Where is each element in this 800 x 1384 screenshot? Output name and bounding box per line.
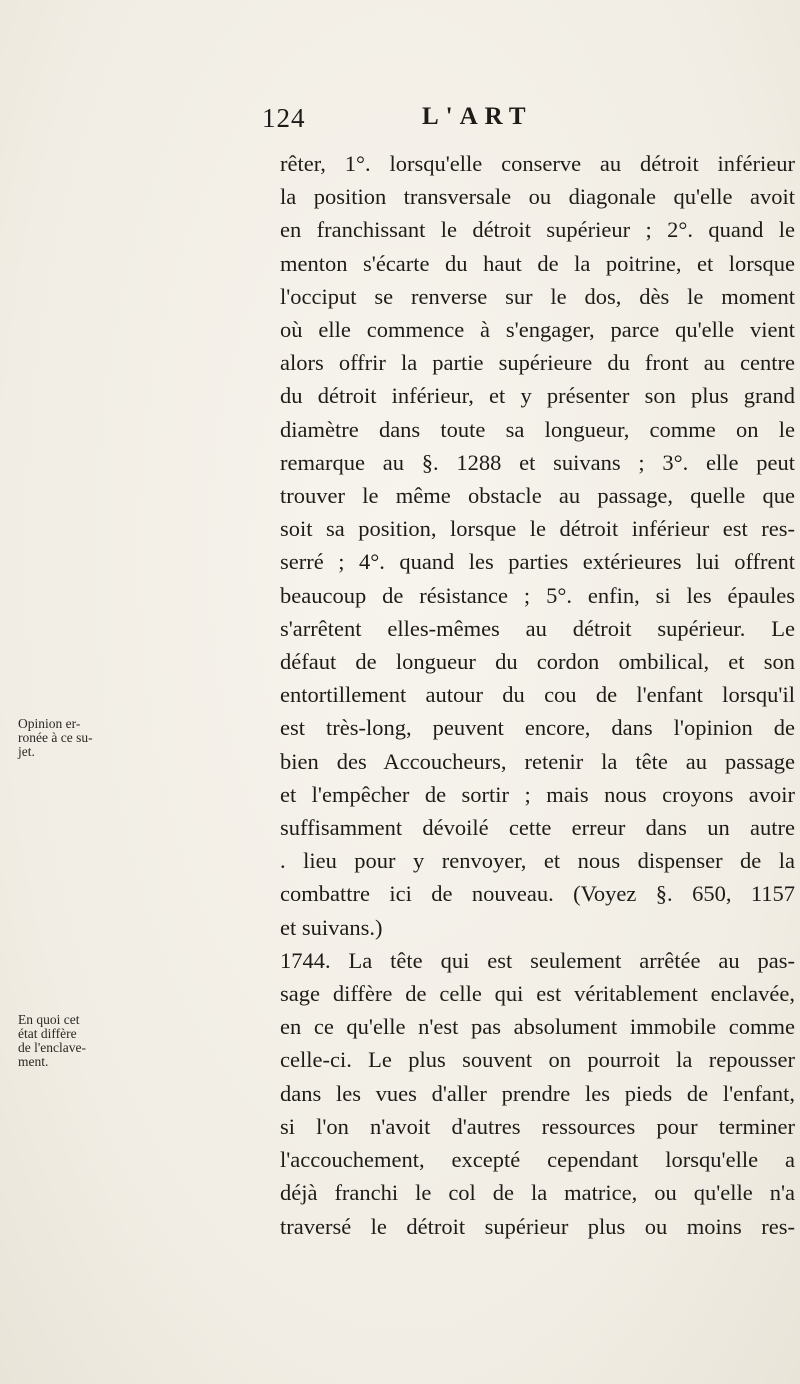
text-line: remarque au §. 1288 et suivans ; 3°. elle peut [280,449,795,475]
margin-note-line: Opinion er- [18,716,81,731]
text-line: la position transversale ou diagonale qu'elle avoit [280,184,795,210]
text-line: et suivans.) [280,914,383,940]
text-line: en franchissant le détroit supérieur ; 2°. quand le [280,217,795,243]
text-line: bien des Accoucheurs, retenir la tête au passage [280,748,795,774]
text-line: déjà franchi le col de la matrice, ou qu'elle n'a [280,1180,795,1206]
text-line: trouver le même obstacle au passage, quelle que [280,483,795,509]
text-line: est très-long, peuvent encore, dans l'opinion de [280,715,795,741]
text-line: alors offrir la partie supérieure du front au centre [280,350,795,376]
margin-note-line: ronée à ce su- [18,730,93,745]
text-line: combattre ici de nouveau. (Voyez §. 650, 1157 [280,881,795,907]
text-line: l'occiput se renverse sur le dos, dès le moment [280,283,795,309]
margin-note-line: de l'enclave- [18,1040,87,1055]
body-text [280,147,795,1243]
text-line: beaucoup de résistance ; 5°. enfin, si les épaules [280,582,795,608]
page-number: 124 [262,103,306,133]
margin-note-line: état diffère [18,1026,77,1041]
text-line: dans les vues d'aller prendre les pieds de l'enfant, [280,1080,795,1106]
text-line: s'arrêtent elles-mêmes au détroit supérieur. Le [280,615,795,641]
text-line: celle-ci. Le plus souvent on pourroit la repousser [280,1047,795,1073]
text-line: et l'empêcher de sortir ; mais nous croyons avoir [280,781,795,807]
text-line: diamètre dans toute sa longueur, comme on le [280,416,795,442]
margin-note-line: En quoi cet [18,1012,80,1027]
text-line: traversé le détroit supérieur plus ou moins res- [280,1213,795,1239]
margin-note-enclavement [18,1013,102,1069]
margin-note-line: jet. [18,744,35,759]
text-line: entortillement autour du cou de l'enfant lorsqu'il [280,682,795,708]
text-line: . lieu pour y renvoyer, et nous dispenser de la [280,848,795,874]
page-header [262,103,782,143]
text-line: soit sa position, lorsque le détroit inférieur est res- [280,516,795,542]
margin-note-line: ment. [18,1054,49,1069]
margin-note-opinion [18,717,102,759]
text-line: si l'on n'avoit d'autres ressources pour terminer [280,1113,795,1139]
text-line: l'accouchement, excepté cependant lorsqu'elle a [280,1147,795,1173]
text-line: rêter, 1°. lorsqu'elle conserve au détroit inférieur [280,151,795,176]
text-line: serré ; 4°. quand les parties extérieures lui offrent [280,549,795,575]
text-line: suffisamment dévoilé cette erreur dans un autre [280,815,795,841]
text-line: 1744. La tête qui est seulement arrêtée au pas- [280,947,795,973]
text-line: en ce qu'elle n'est pas absolument immobile comme [280,1014,795,1040]
text-line: sage diffère de celle qui est véritablement enclavée, [280,981,795,1007]
running-head: L'ART [422,103,533,130]
text-line: défaut de longueur du cordon ombilical, et son [280,649,795,675]
text-line: où elle commence à s'engager, parce qu'elle vient [280,317,795,343]
text-line: du détroit inférieur, et y présenter son plus grand [280,383,795,409]
text-line: menton s'écarte du haut de la poitrine, et lorsque [280,250,795,276]
